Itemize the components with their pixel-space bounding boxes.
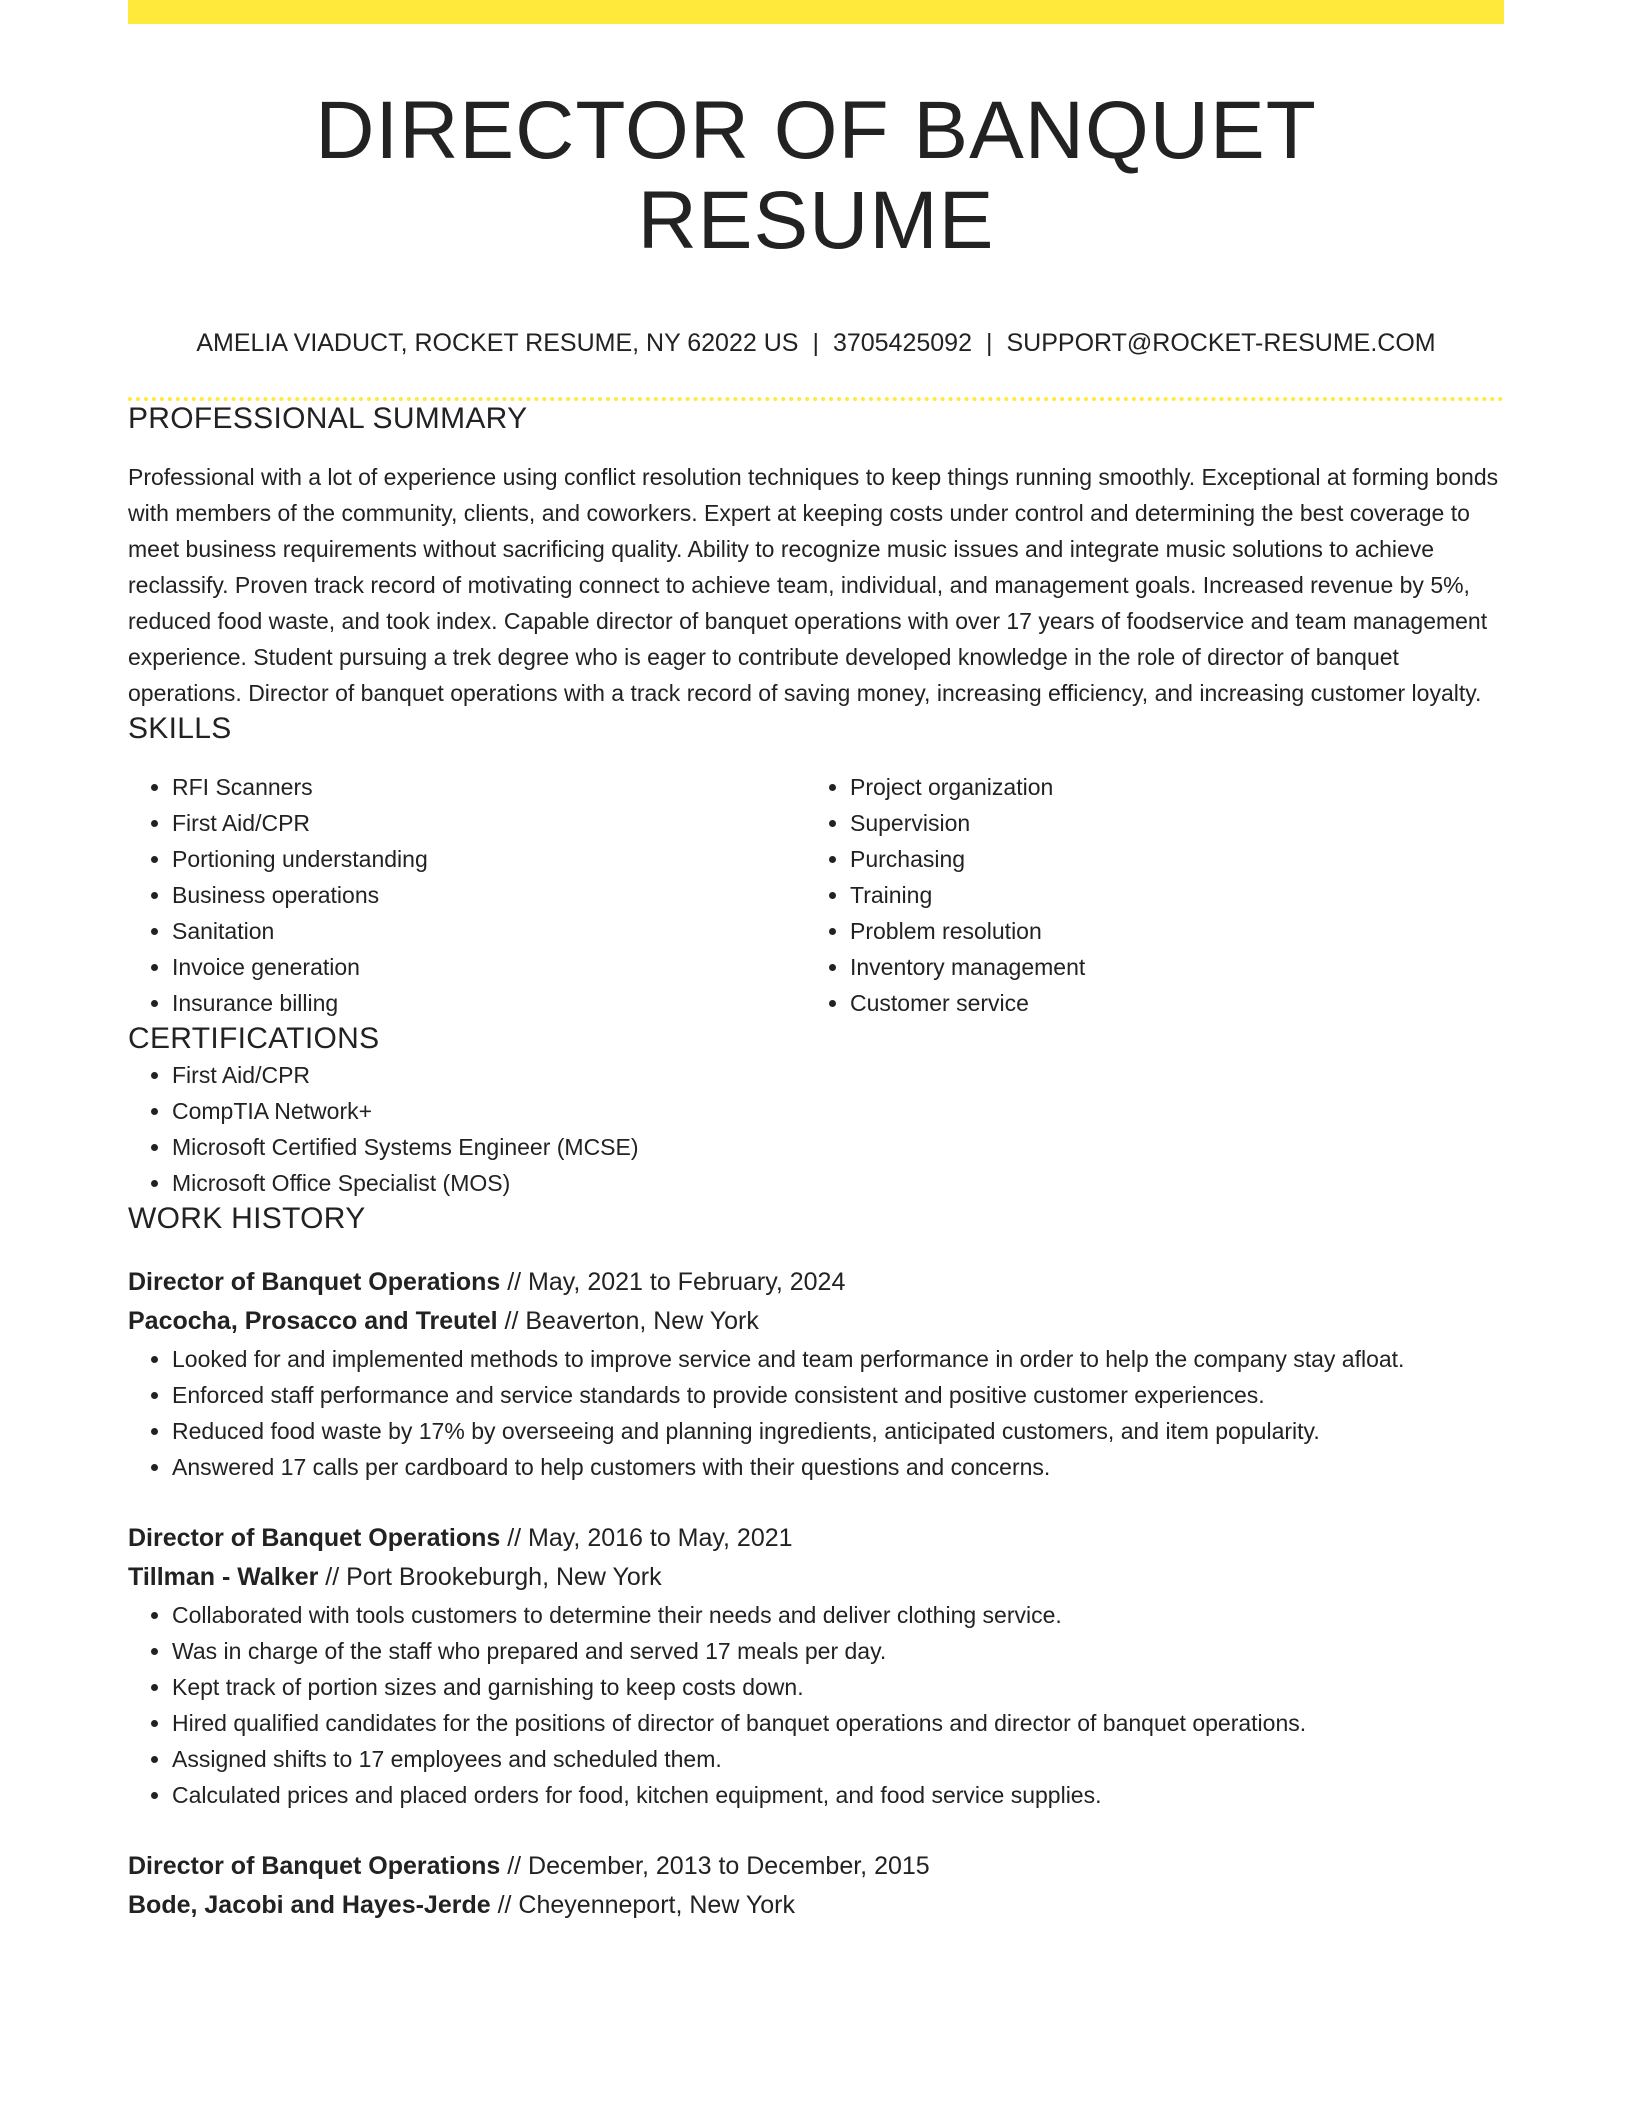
skill-item: • Inventory management xyxy=(850,949,1484,985)
certification-item: • Microsoft Office Specialist (MOS) xyxy=(172,1165,1504,1201)
skill-item: • Business operations xyxy=(172,877,806,913)
job-role: Director of Banquet Operations xyxy=(128,1524,501,1552)
job-company-line xyxy=(128,1558,1504,1597)
skill-item: • Insurance billing xyxy=(172,985,806,1021)
job-location: // Beaverton, New York xyxy=(497,1307,759,1335)
job-bullet: • Reduced food waste by 17% by overseeing and planning ingredients, anticipated customers, and item popularity. xyxy=(172,1413,1504,1449)
job-bullet: • Was in charge of the staff who prepared and served 17 meals per day. xyxy=(172,1633,1504,1669)
skill-item: • Portioning understanding xyxy=(172,841,806,877)
skill-item: • Invoice generation xyxy=(172,949,806,985)
certifications-list xyxy=(128,1057,1504,1201)
job-company: Bode, Jacobi and Hayes-Jerde xyxy=(128,1891,491,1919)
work-history-heading: WORK HISTORY xyxy=(128,1202,366,1235)
certifications-heading: CERTIFICATIONS xyxy=(128,1022,380,1055)
summary-heading: PROFESSIONAL SUMMARY xyxy=(128,402,528,435)
job-role-line xyxy=(128,1847,1504,1886)
job-bullet: • Collaborated with tools customers to determine their needs and deliver clothing service. xyxy=(172,1597,1504,1633)
job-location: // Port Brookeburgh, New York xyxy=(318,1563,662,1591)
job-entry xyxy=(128,1847,1504,1925)
job-role: Director of Banquet Operations xyxy=(128,1852,501,1880)
job-bullet: • Assigned shifts to 17 employees and scheduled them. xyxy=(172,1741,1504,1777)
skill-item: • Purchasing xyxy=(850,841,1484,877)
certification-item: • First Aid/CPR xyxy=(172,1057,1504,1093)
job-bullet: • Calculated prices and placed orders for food, kitchen equipment, and food service supplies. xyxy=(172,1777,1504,1813)
resume-page xyxy=(128,0,1504,1925)
job-role-line xyxy=(128,1519,1504,1558)
contact-email: SUPPORT@ROCKET-RESUME.COM xyxy=(1006,329,1436,357)
job-entry xyxy=(128,1263,1504,1485)
skills-grid xyxy=(128,769,1504,1021)
skills-column-right xyxy=(806,769,1484,1021)
contact-line xyxy=(128,328,1504,358)
job-bullet: • Hired qualified candidates for the positions of director of banquet operations and director of banquet operations. xyxy=(172,1705,1504,1741)
skills-heading: SKILLS xyxy=(128,712,232,745)
contact-separator: | xyxy=(985,329,993,357)
job-dates: // December, 2013 to December, 2015 xyxy=(500,1852,930,1880)
job-bullets xyxy=(128,1597,1504,1813)
resume-title: DIRECTOR OF BANQUET RESUME xyxy=(315,85,1317,266)
top-accent-bar xyxy=(128,0,1504,24)
job-company-line xyxy=(128,1302,1504,1341)
job-bullet: • Kept track of portion sizes and garnishing to keep costs down. xyxy=(172,1669,1504,1705)
skill-item: • Customer service xyxy=(850,985,1484,1021)
certification-item: • CompTIA Network+ xyxy=(172,1093,1504,1129)
skill-item: • Problem resolution xyxy=(850,913,1484,949)
job-company: Tillman - Walker xyxy=(128,1563,319,1591)
job-bullet: • Looked for and implemented methods to improve service and team performance in order to help the company stay afloat. xyxy=(172,1341,1504,1377)
skill-item: • Project organization xyxy=(850,769,1484,805)
contact-separator: | xyxy=(812,329,819,357)
job-dates: // May, 2021 to February, 2024 xyxy=(500,1268,846,1296)
summary-text: Professional with a lot of experience using conflict resolution techniques to keep things running smoothly. Exceptional at forming bonds with members of the community, clients, and coworkers. Expert at keeping costs under control and determining the best coverage to meet business requirements without sacrificing quality. Ability to recognize music issues and integrate music solutions to achieve reclassify. Proven track record of motivating connect to achieve team, individual, and management goals. Increased revenue by 5%, reduced food waste, and took index. Capable director of banquet operations with over 17 years of foodservice and team management experience. Student pursuing a trek degree who is eager to contribute developed knowledge in the role of director of banquet operations. Director of banquet operations with a track record of saving money, increasing efficiency, and increasing customer loyalty. xyxy=(128,464,1499,706)
contact-phone: 3705425092 xyxy=(832,329,972,357)
skill-item: • Supervision xyxy=(850,805,1484,841)
skill-item: • Training xyxy=(850,877,1484,913)
job-company-line xyxy=(128,1886,1504,1925)
skills-list-left xyxy=(128,769,806,1021)
job-role: Director of Banquet Operations xyxy=(128,1268,501,1296)
skill-item: • First Aid/CPR xyxy=(172,805,806,841)
job-entry xyxy=(128,1519,1504,1813)
job-role-line xyxy=(128,1263,1504,1302)
contact-address: AMELIA VIADUCT, ROCKET RESUME, NY 62022 US xyxy=(196,329,799,357)
skills-column-left xyxy=(128,769,806,1021)
job-location: // Cheyenneport, New York xyxy=(490,1891,795,1919)
job-bullet: • Enforced staff performance and service standards to provide consistent and positive customer experiences. xyxy=(172,1377,1504,1413)
job-dates: // May, 2016 to May, 2021 xyxy=(500,1524,793,1552)
certification-item: • Microsoft Certified Systems Engineer (MCSE) xyxy=(172,1129,1504,1165)
job-company: Pacocha, Prosacco and Treutel xyxy=(128,1307,498,1335)
job-bullet: • Answered 17 calls per cardboard to help customers with their questions and concerns. xyxy=(172,1449,1504,1485)
job-bullets xyxy=(128,1341,1504,1485)
skill-item: • Sanitation xyxy=(172,913,806,949)
skills-list-right xyxy=(806,769,1484,1021)
skill-item: • RFI Scanners xyxy=(172,769,806,805)
